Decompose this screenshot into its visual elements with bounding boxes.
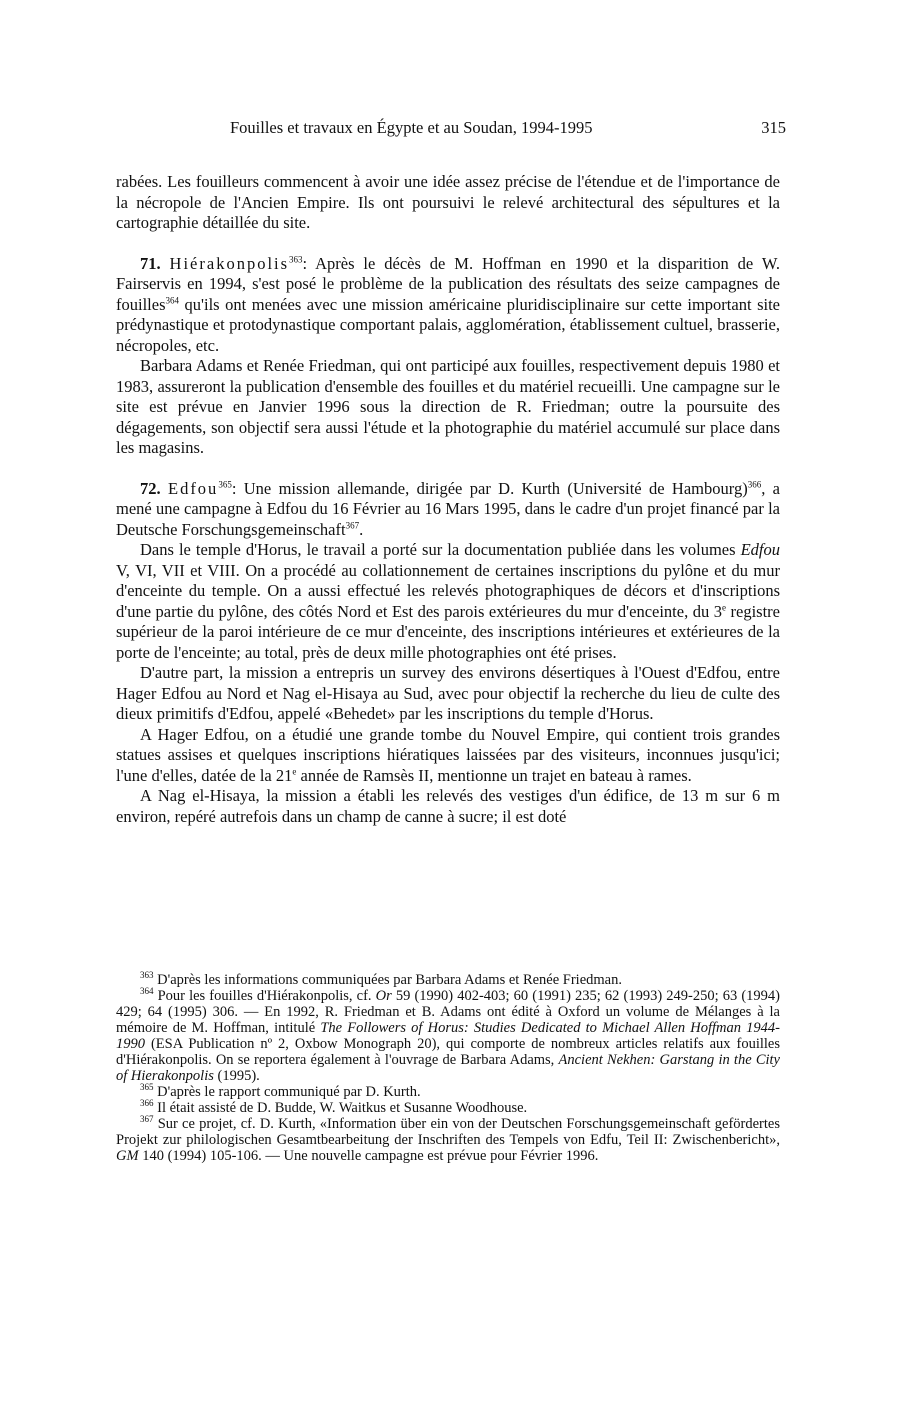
journal-abbrev: GM xyxy=(116,1148,139,1164)
paragraph xyxy=(116,725,780,787)
ordinal-suffix: e xyxy=(292,766,297,776)
footnote-number: 366 xyxy=(140,1098,154,1109)
footnote-text: D'après le rapport communiqué par D. Kurth. xyxy=(153,1084,421,1100)
footnote-366 xyxy=(116,1100,780,1116)
site-name: Hiérakonpolis xyxy=(169,253,290,273)
footnote-text: 140 (1994) 105-106. — Une nouvelle campagne est prévue pour Février 1996. xyxy=(138,1148,599,1164)
footnote-ref: 367 xyxy=(345,520,360,530)
paragraph: Barbara Adams et Renée Friedman, qui ont participé aux fouilles, respectivement depuis 1980 et 1983, assureront la publication d'ensemble des fouilles et du matériel recueilli. Une campagne sur le site est prévue en Janvier 1996 sous la direction de R. Friedman; outre la poursuite des dégagements, son objectif sera aussi l'étude et la photographie du matériel accumulé sur place dans les magasins. xyxy=(116,356,780,457)
italic-title: Edfou xyxy=(740,540,780,559)
section-71-paragraph xyxy=(116,254,780,357)
footnote-text: Sur ce projet, cf. D. Kurth, «Information über ein von der Deutschen Forschungsgemeinschaft gefördertes Projekt zur philologischen Gesamtbearbeitung der Inschriften des Tempels von Edfu, Teil II: Zwischenbericht», xyxy=(116,1116,780,1148)
footnote-number: 367 xyxy=(140,1114,154,1125)
paragraph-text: V, VI, VII et VIII. On a procédé au collationnement de certaines inscriptions du pylône et du mur d'enceinte du temple. On a aussi effectué les relevés photographiques de décors et d'inscriptions d'une partie du pylône, des côtés Nord et Est des parois extérieures du mur d'enceinte, du 3 xyxy=(116,560,780,621)
main-text xyxy=(116,172,780,827)
paragraph-text: année de Ramsès II, mentionne un trajet en bateau à rames. xyxy=(296,765,692,785)
paragraph-continuation: rabées. Les fouilleurs commencent à avoir une idée assez précise de l'étendue et de l'importance de la nécropole de l'Ancien Empire. Ils ont poursuivi le relevé architectural des sépultures et la cartographie détaillée du site. xyxy=(116,172,780,232)
page-number: 315 xyxy=(761,118,786,137)
footnote-text: (1995). xyxy=(213,1068,260,1084)
footnote-text: (ESA Publication nº 2, Oxbow Monograph 20), qui comporte de nombreux articles relatifs aux fouilles d'Hiérakonpolis. On se reportera également à l'ouvrage de Barbara Adams, xyxy=(116,1036,780,1068)
paragraph-text: qu'ils ont menées avec une mission américaine pluridisciplinaire sur cette important site prédynastique et protodynastique comportant palais, agglomération, établissement cultuel, brasserie, nécropoles, etc. xyxy=(116,294,780,355)
section-72-paragraph xyxy=(116,479,780,541)
footnote-number: 363 xyxy=(140,970,154,981)
ordinal-suffix: e xyxy=(722,602,726,612)
running-title: Fouilles et travaux en Égypte et au Soudan, 1994-1995 xyxy=(230,118,593,137)
book-title: Ancient Nekhen: Garstang in the City of Hierakonpolis xyxy=(116,1052,780,1084)
paragraph: A Nag el-Hisaya, la mission a établi les relevés des vestiges d'un édifice, de 13 m sur 6 m environ, repéré autrefois dans un champ de canne à sucre; il est doté xyxy=(116,786,780,826)
book-title: The Followers of Horus: Studies Dedicated to Michael Allen Hoffman 1944-1990 xyxy=(116,1020,780,1052)
site-name: Edfou xyxy=(167,478,219,498)
paragraph-text: : Une mission allemande, dirigée par D. Kurth (Université de Hambourg) xyxy=(231,478,748,498)
paragraph-text: registre supérieur de la paroi intérieure de ce mur d'enceinte, des inscriptions intérieures et extérieures de la porte de l'enceinte; au total, près de deux mille photographies ont été prises. xyxy=(116,601,780,662)
paragraph-text: . xyxy=(359,519,364,539)
section-number: 71. xyxy=(140,253,161,273)
footnote-ref: 363 xyxy=(289,254,303,264)
paragraph: D'autre part, la mission a entrepris un survey des environs désertiques à l'Ouest d'Edfou, entre Hager Edfou au Nord et Nag el-Hisaya au Sud, avec pour objectif la recherche du lieu de culte des dieux primitifs d'Edfou, appelé «Behedet» par les inscriptions du temple d'Horus. xyxy=(116,663,780,723)
paragraph-text: A Hager Edfou, on a étudié une grande tombe du Nouvel Empire, qui contient trois grandes statues assises et quelques inscriptions hiératiques laissées par des visiteurs, inconnues jusqu'ici; l'une d'elles, datée de la 21 xyxy=(116,724,780,785)
footnote-text: Il était assisté de D. Budde, W. Waitkus et Susanne Woodhouse. xyxy=(153,1100,528,1116)
paragraph-text: : Après le décès de M. Hoffman en 1990 et la disparition de W. Fairservis en 1994, s'est posé le problème de la publication des résultats des seize campagnes de fouilles xyxy=(116,253,781,314)
section-number: 72. xyxy=(140,478,161,498)
footnote-ref: 365 xyxy=(218,479,232,489)
footnote-367 xyxy=(116,1116,780,1164)
journal-abbrev: Or xyxy=(375,988,392,1004)
footnote-ref: 364 xyxy=(165,295,179,305)
footnote-number: 364 xyxy=(140,986,154,997)
paragraph-text: Dans le temple d'Horus, le travail a porté sur la documentation publiée dans les volumes xyxy=(140,540,741,559)
paragraph-text: , a mené une campagne à Edfou du 16 Février au 16 Mars 1995, dans le cadre d'un projet financé par la Deutsche Forschungsgemeinschaft xyxy=(116,478,780,539)
footnote-365 xyxy=(116,1084,780,1100)
footnote-text: 59 (1990) 402-403; 60 (1991) 235; 62 (1993) 249-250; 63 (1994) 429; 64 (1995) 306. — En 1992, R. Friedman et B. Adams ont édité à Oxford un volume de Mélanges à la mémoire de M. Hoffman, intitulé xyxy=(116,988,780,1036)
footnote-363 xyxy=(116,972,780,988)
footnotes xyxy=(116,972,780,1164)
footnote-ref: 366 xyxy=(747,479,762,489)
footnote-text: D'après les informations communiquées par Barbara Adams et Renée Friedman. xyxy=(153,972,622,988)
footnote-text: Pour les fouilles d'Hiérakonpolis, cf. xyxy=(153,988,376,1004)
paragraph xyxy=(116,540,780,663)
footnote-number: 365 xyxy=(140,1082,154,1093)
footnote-364 xyxy=(116,988,780,1084)
